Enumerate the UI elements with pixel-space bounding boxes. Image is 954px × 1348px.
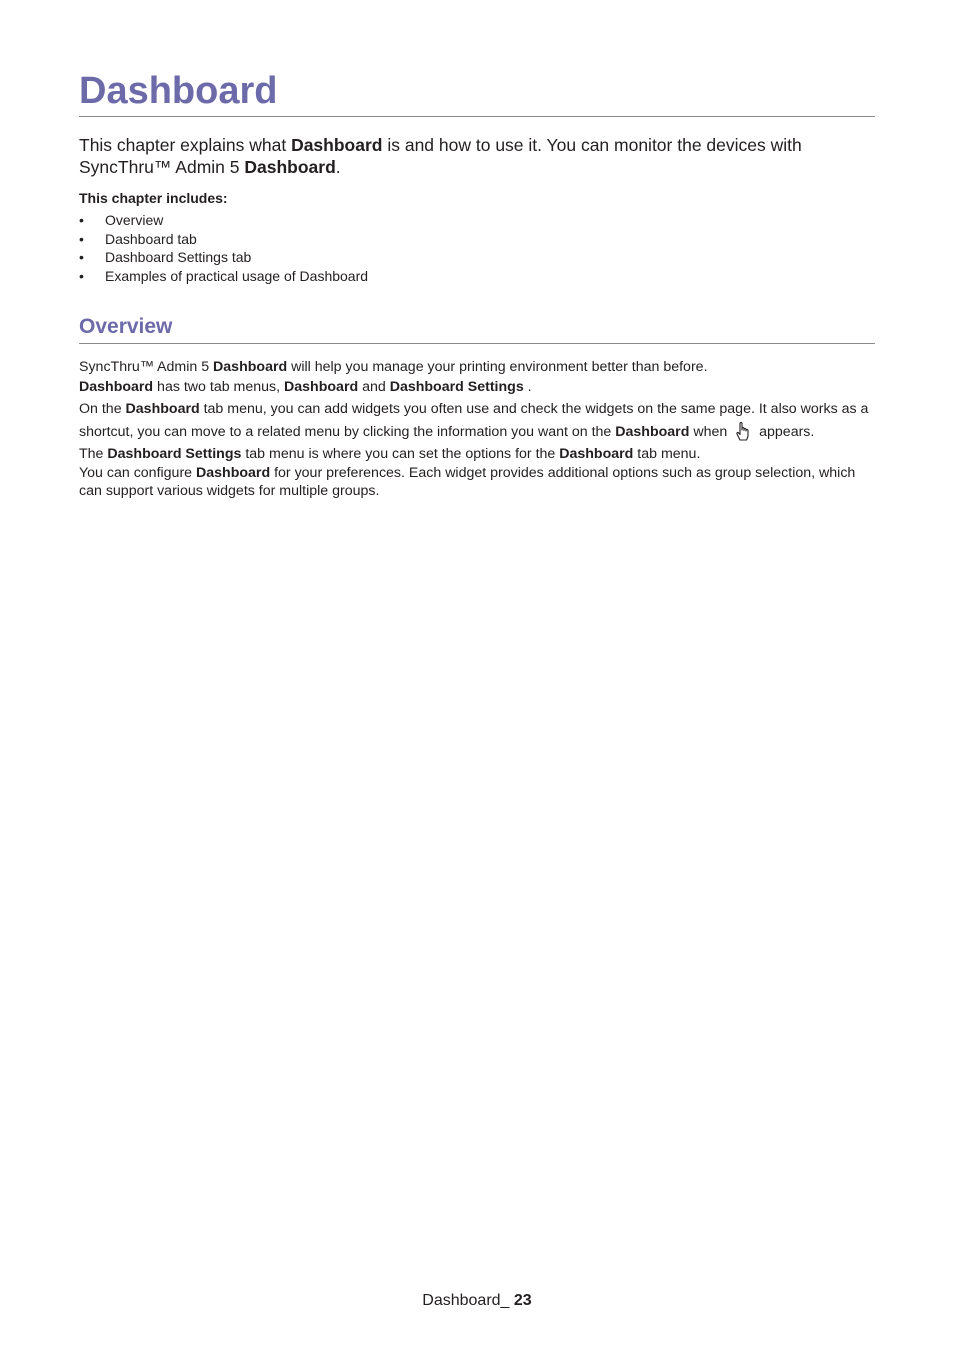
p3-bold-1: Dashboard (125, 401, 200, 417)
section-heading-overview: Overview (79, 315, 173, 338)
overview-paragraph-2 (79, 378, 879, 396)
intro-paragraph (79, 134, 875, 178)
intro-bold-2: Dashboard (244, 157, 336, 177)
page-number: 23 (513, 1292, 532, 1309)
intro-text-3: . (335, 157, 341, 177)
p4-text-2: tab menu is where you can set the options for the (241, 446, 560, 462)
p3-bold-2: Dashboard (615, 424, 690, 440)
p4-bold-2: Dashboard (559, 446, 634, 462)
p2-bold-2: Dashboard (284, 379, 359, 395)
p4-bold-1: Dashboard Settings (107, 446, 242, 462)
p1-bold-1: Dashboard (213, 359, 288, 375)
toc-item-dashboard-tab: • Dashboard tab (79, 230, 368, 249)
p5-bold-1: Dashboard (196, 465, 271, 481)
p5-text-2: for your preferences. Each widget provides additional options such as group selection, which can support various widgets for multiple groups. (79, 465, 856, 499)
chapter-includes-label: This chapter includes: (79, 190, 228, 206)
overview-paragraph-5 (79, 465, 879, 500)
p3-text-3: when (689, 424, 732, 440)
p1-text-2: will help you manage your printing environment better than before. (287, 359, 708, 375)
p5-text-1: You can configure (79, 465, 197, 481)
p4-text-3: tab menu. (633, 446, 701, 462)
overview-paragraph-1 (79, 358, 879, 376)
chapter-contents-list (79, 211, 368, 285)
p2-bold-1: Dashboard (79, 379, 154, 395)
intro-text-1: This chapter explains what (79, 135, 292, 155)
overview-paragraph-3 (79, 399, 879, 443)
title-divider (79, 116, 875, 117)
p2-text-3: . (523, 379, 532, 395)
hand-pointer-icon (733, 420, 753, 442)
section-divider (79, 343, 875, 344)
p2-text-1: has two tab menus, (153, 379, 285, 395)
p1-text-1: SyncThru™ Admin 5 (79, 359, 214, 375)
toc-item-overview: • Overview (79, 211, 368, 230)
toc-item-dashboard-settings-tab: • Dashboard Settings tab (79, 248, 368, 267)
toc-item-examples: • Examples of practical usage of Dashboard (79, 267, 368, 286)
p4-text-1: The (79, 446, 108, 462)
p3-text-1: On the (79, 401, 126, 417)
footer-label: Dashboard_ (422, 1292, 514, 1309)
overview-paragraph-4 (79, 445, 879, 463)
p2-text-2: and (358, 379, 390, 395)
page-footer (0, 1291, 954, 1311)
p2-bold-3: Dashboard Settings (389, 379, 524, 395)
p3-text-2: tab menu, you can add widgets you often use and check the widgets on the same page. It also works as a shortcut, you can move to a related menu by clicking the information you want on the (79, 401, 869, 440)
p3-text-4: appears. (755, 424, 815, 440)
intro-bold-1: Dashboard (291, 135, 383, 155)
page-title: Dashboard (79, 70, 278, 112)
intro-text-2: is and how to use it. You can monitor the devices with SyncThru™ Admin 5 (79, 135, 802, 177)
